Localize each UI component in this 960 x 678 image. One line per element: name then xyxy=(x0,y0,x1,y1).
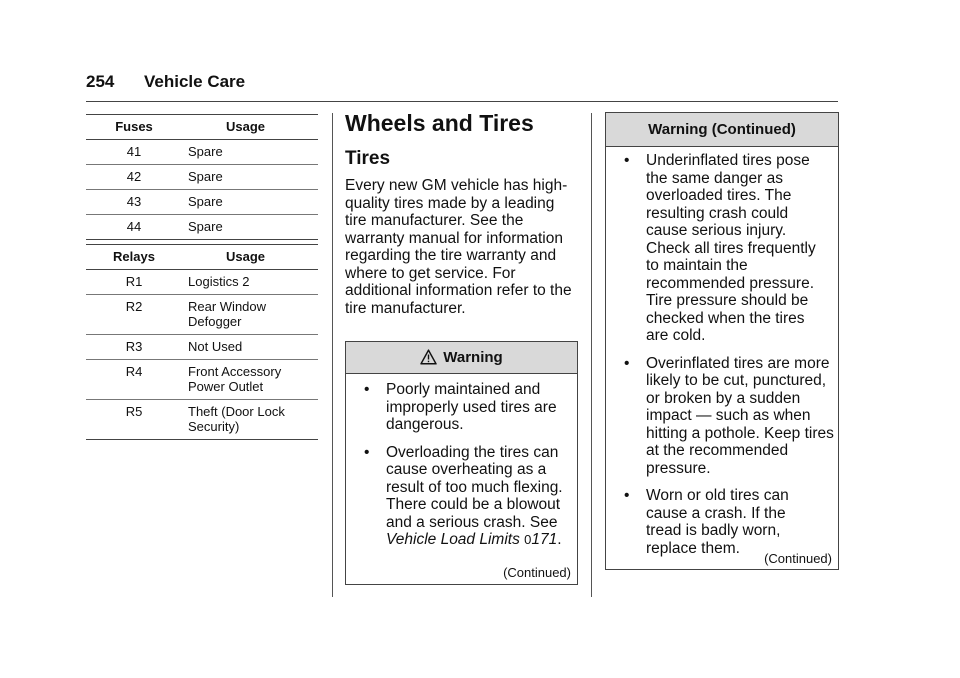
relays-table xyxy=(86,244,318,440)
warning-heading xyxy=(346,342,577,374)
list-item-text: Poorly maintained and improperly used tires are dangerous. xyxy=(386,381,557,433)
list-item-text: Overloading the tires can cause overheating as a result of too much flexing. There could be a blowout and a serious crash. See xyxy=(386,443,563,531)
table-cell: Spare xyxy=(182,165,318,190)
table-row xyxy=(86,165,318,190)
section-title: Wheels and Tires xyxy=(345,110,534,136)
continued-label: (Continued) xyxy=(764,551,832,566)
page-title: Vehicle Care xyxy=(144,72,246,91)
column-header: Usage xyxy=(182,115,318,140)
table-cell: Spare xyxy=(182,215,318,240)
column-divider-right xyxy=(591,113,592,597)
sentence-end: . xyxy=(557,531,562,548)
column-divider-left xyxy=(332,113,333,597)
table-row xyxy=(86,140,318,165)
bullet: • xyxy=(624,354,630,372)
table-cell: Not Used xyxy=(182,335,318,360)
column-header: Relays xyxy=(86,245,182,270)
body-paragraph: Every new GM vehicle has high-quality tires made by a leading tire manufacturer. See the warranty manual for information regarding the tire warranty and where to get service. For additional information refer to the tire manufacturer. xyxy=(345,177,572,317)
table-header-row xyxy=(86,115,318,140)
table-cell: R5 xyxy=(86,400,182,440)
table-row xyxy=(86,335,318,360)
page-reference-icon: 0 xyxy=(524,532,532,547)
table-header-row xyxy=(86,245,318,270)
table-cell: R1 xyxy=(86,270,182,295)
warning-triangle-icon xyxy=(420,349,437,365)
table-cell: R2 xyxy=(86,295,182,335)
column-header: Usage xyxy=(182,245,318,270)
page-header xyxy=(86,72,838,102)
table-cell: 42 xyxy=(86,165,182,190)
table-row xyxy=(86,215,318,240)
list-item xyxy=(606,152,838,345)
list-item-text: Worn or old tires can cause a crash. If the tread is badly worn, replace them. xyxy=(646,487,789,557)
column-header: Fuses xyxy=(86,115,182,140)
table-cell: Logistics 2 xyxy=(182,270,318,295)
table-cell: 43 xyxy=(86,190,182,215)
subsection-title: Tires xyxy=(345,148,391,169)
page-number: 254 xyxy=(86,72,115,91)
table-row xyxy=(86,190,318,215)
table-row xyxy=(86,360,318,400)
bullet: • xyxy=(364,443,370,461)
table-cell: 41 xyxy=(86,140,182,165)
table-cell: R3 xyxy=(86,335,182,360)
page-reference-number: 171 xyxy=(531,531,558,548)
table-cell: Spare xyxy=(182,190,318,215)
warning-body xyxy=(346,374,577,549)
table-cell: 44 xyxy=(86,215,182,240)
warning-continued-box xyxy=(605,112,839,570)
table-cell: Theft (Door Lock Security) xyxy=(182,400,318,440)
list-item-text: Underinflated tires pose the same danger as overloaded tires. The resulting crash could cause serious injury. Check all tires frequently to maintain the recommended pressure. Tire pressure should be checked when the tires are cold. xyxy=(646,152,816,344)
table-row xyxy=(86,270,318,295)
table-cell: R4 xyxy=(86,360,182,400)
bullet: • xyxy=(624,487,630,504)
list-item xyxy=(606,487,838,557)
bullet: • xyxy=(364,381,370,398)
warning-box xyxy=(345,341,578,585)
bullet: • xyxy=(624,152,630,169)
warning-heading-text: Warning xyxy=(443,349,503,366)
list-item xyxy=(346,381,577,434)
table-cell: Rear Window Defogger xyxy=(182,295,318,335)
warning-heading: Warning (Continued) xyxy=(606,113,838,147)
table-cell: Front Accessory Power Outlet xyxy=(182,360,318,400)
table-row xyxy=(86,295,318,335)
list-item-text: Overinflated tires are more likely to be cut, punctured, or broken by a sudden impact — such as when hitting a pothole. Keep tires at the recommended pressure. xyxy=(646,354,834,477)
cross-reference-link[interactable]: Vehicle Load Limits xyxy=(386,531,520,548)
table-row xyxy=(86,400,318,440)
fuses-table xyxy=(86,114,318,240)
list-item xyxy=(606,355,838,478)
table-cell: Spare xyxy=(182,140,318,165)
continued-label: (Continued) xyxy=(503,565,571,580)
warning-body xyxy=(606,147,838,557)
list-item xyxy=(346,444,577,549)
